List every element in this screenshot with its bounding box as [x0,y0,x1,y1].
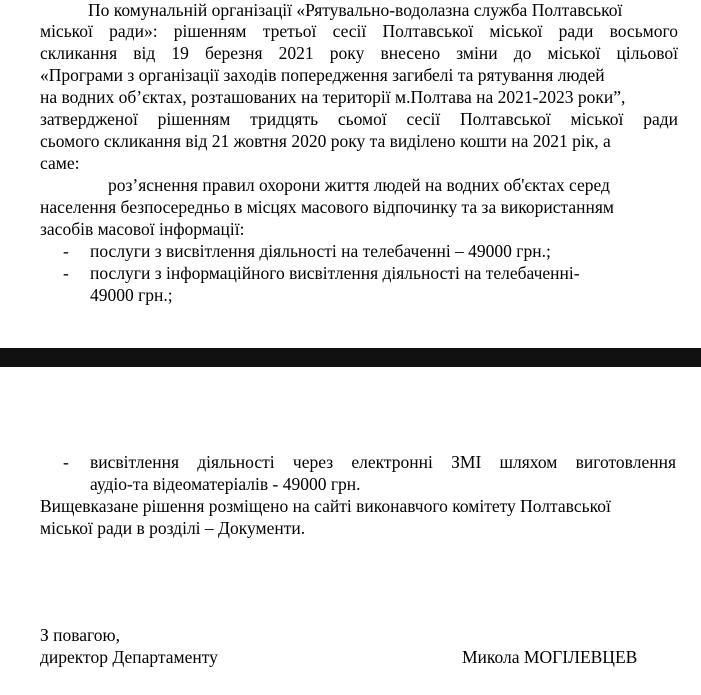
list-item-text: 49000 грн.; [90,285,173,305]
text-line: засобів масової інформації: [40,219,245,239]
text-line: Вищевказане рішення розміщено на сайті виконавчого комітету Полтавської [40,496,611,516]
text-line: міської ради»: рішенням третьої сесії Полтавської міської ради восьмого [40,21,678,41]
list-item-text: послуги з інформаційного висвітлення діяльності на телебаченні- [90,263,580,283]
bullet-marker: - [63,263,69,283]
text-line: саме: [40,153,80,173]
signer-position: директор Департаменту [40,647,218,667]
bullet-marker: - [63,241,69,261]
bullet-marker: - [63,452,69,472]
text-line: скликання від 19 березня 2021 року внесено зміни до міської цільової [40,43,678,63]
text-line: роз’яснення правил охорони життя людей на водних об'єктах серед [108,175,610,195]
text-line: По комунальній організації «Рятувально-водолазна служба Полтавської [88,0,623,20]
text-line: «Програми з організації заходів попередження загибелі та рятування людей [40,65,605,85]
closing-text: З повагою, [40,625,120,645]
text-line: на водних об’єктах, розташованих на території м.Полтава на 2021-2023 роки”, [40,87,626,107]
text-line: населення безпосередньо в місцях масового відпочинку та за використанням [40,197,614,217]
signer-name: Микола МОГІЛЕВЦЕВ [462,647,638,667]
list-item-text: послуги з висвітлення діяльності на телебаченні – 49000 грн.; [90,241,551,261]
list-item-text: аудіо-та відеоматеріалів - 49000 грн. [90,474,361,494]
page-separator-bar [0,348,701,367]
text-line: сьомого скликання від 21 жовтня 2020 року та виділено кошти на 2021 рік, а [40,131,611,151]
text-line: міської ради в розділі – Документи. [40,518,306,538]
list-item-text: висвітлення діяльності через електронні ЗМІ шляхом виготовлення [90,452,676,472]
text-line: затвердженої рішенням тридцять сьомої сесії Полтавської міської ради [40,109,678,129]
